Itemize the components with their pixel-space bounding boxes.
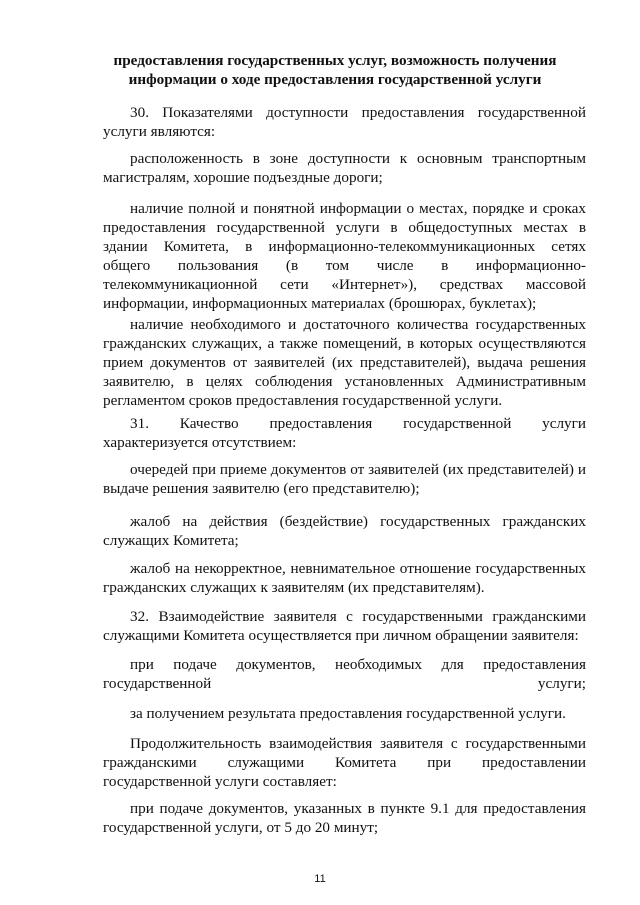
paragraph-no-queues: очередей при приеме документов от заявителей (их представителей) и выдаче решения заявителю (его представителю); — [103, 461, 586, 497]
paragraph-no-complaints-attitude: жалоб на некорректное, невнимательное отношение государственных гражданских служащих к заявителям (их представителям). — [103, 560, 586, 596]
paragraph-31-quality: 31. Качество предоставления государственной услуги характеризуется отсутствием: — [103, 415, 586, 451]
paragraph-staff-sufficiency: наличие необходимого и достаточного количества государственных гражданских служащих, а также помещений, в которых осуществляются прием документов от заявителей (их представителей), выдача решения заявителю, в целях соблюдения установленных Административным регламентом сроков предоставления государственной услуги. — [103, 316, 586, 409]
paragraph-no-complaints-actions: жалоб на действия (бездействие) государственных гражданских служащих Комитета; — [103, 513, 586, 549]
paragraph-document-submission: при подаче документов, необходимых для предоставления государственной услуги; — [103, 656, 586, 692]
paragraph-information-availability: наличие полной и понятной информации о местах, порядке и сроках предоставления государственной услуги в общедоступных местах в здании Комитета, в информационно-телекоммуникационных сетях общего пользования (в том числе в информационно-телекоммуникационной сети «Интернет»), средствах массовой информации, информационных материалах (брошюрах, буклетах); — [103, 200, 586, 312]
paragraph-30-intro: 30. Показателями доступности предоставления государственной услуги являются: — [103, 104, 586, 140]
paragraph-submission-duration: при подаче документов, указанных в пункте 9.1 для предоставления государственной услуги, от 5 до 20 минут; — [103, 800, 586, 836]
paragraph-interaction-duration: Продолжительность взаимодействия заявителя с государственными гражданскими служащими Комитета при предоставлении государственной услуги составляет: — [103, 735, 586, 790]
section-heading-line-1: предоставления государственных услуг, возможность получения — [113, 52, 557, 69]
paragraph-transport-access: расположенность в зоне доступности к основным транспортным магистралям, хорошие подъездные дороги; — [103, 150, 586, 186]
paragraph-32-interaction: 32. Взаимодействие заявителя с государственными гражданскими служащими Комитета осуществляется при личном обращении заявителя: — [103, 608, 586, 644]
page-number: 11 — [314, 873, 326, 885]
section-heading-line-2: информации о ходе предоставления государственной услуги — [128, 71, 542, 88]
paragraph-result-receipt: за получением результата предоставления государственной услуги. — [130, 705, 566, 722]
